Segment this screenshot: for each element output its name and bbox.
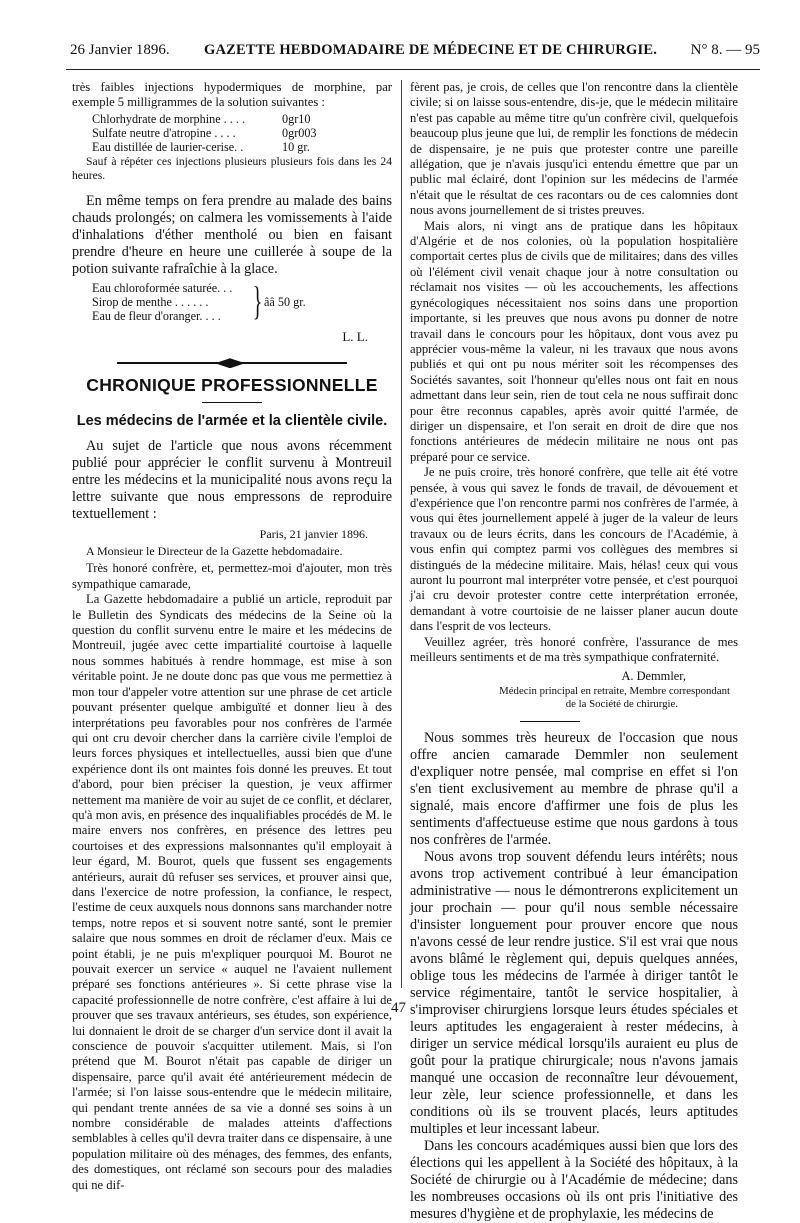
article-lead: Au sujet de l'article que nous avons récemment publié pour apprécier le conflit survenu à Montreuil entre les médecins et la municipalité nous avons reçu la lettre suivante que nous empressons de reproduire textuellement : (72, 437, 392, 522)
left-column (72, 80, 392, 1193)
signature-title: de la Société de chirurgie. (565, 697, 678, 710)
page-folio: 47 (391, 1000, 406, 1016)
header-journal-title: GAZETTE HEBDOMADAIRE DE MÉDECINE ET DE CHIRURGIE. (204, 42, 658, 58)
article-title: Les médecins de l'armée et la clientèle civile. (76, 412, 388, 429)
reply-paragraph: Dans les concours académiques aussi bien que lors des élections qui les appellent à la Société des hôpitaux, à la Société de chirurgie ou à l'Académie de médecine; dans les nombreuses occasions où ils ont pris l'initiative des mesures d'hygiène et de prophylaxie, les médecins de (410, 1137, 738, 1222)
rx-line: Eau distillée de laurier-cerise. . 10 gr. (92, 139, 310, 154)
rx-note: Sauf à répéter ces injections plusieurs plusieurs fois dans les 24 heures. (72, 154, 392, 182)
letter-continuation: fèrent pas, je crois, de celles que l'on rencontre dans la clientèle civile; si on laisse sous-entendre, dis-je, que le médecin militaire n'est pas capable au même titre qu'un confrère civil, quelquefois beaucoup plus jeune que lui, de remplir les fonctions de médecin de dispensaire, je ne puis que protester contre une pareille allégation, que je n'avais jusqu'ici entendu émettre que par un public mal éclairé, dont l'opinion sur les médecins de l'armée n'était que le résultat de ces racontars ou de ces calomnies dont nous avons journellement de si tristes preuves. (410, 80, 738, 218)
letter-signature: A. Demmler, (621, 669, 686, 684)
letter-date: Paris, 21 janvier 1896. (259, 526, 368, 541)
intro-paragraph: très faibles injections hypodermiques de morphine, par exemple 5 milligrammes de la solution suivantes : (72, 80, 392, 110)
header-issue-number: N° 8. — 95 (690, 42, 760, 58)
signature-title: Médecin principal en retraite, Membre correspondant (499, 684, 730, 697)
rx-line: Chlorhydrate de morphine . . . . 0gr10 (92, 111, 311, 126)
header-rule (66, 69, 760, 70)
author-initials: L. L. (342, 328, 368, 344)
section-title: CHRONIQUE PROFESSIONNELLE (86, 375, 378, 396)
letter-body: La Gazette hebdomadaire a publié un article, reproduit par le Bulletin des Syndicats des médecins de la Seine où la question du conflit survenu entre le maire et les médecins de Montreuil, jugée avec cette impartialité courtoise à laquelle nous sommes habitués à rendre hommage, est mise à son véritable point. Je ne doute donc pas que vous me permettiez à mon tour d'appeler votre attention sur une phrase de cet article pouvant présenter quelque ambiguïté et donner lieu à des interprétations peu favorables pour nos confrères de l'armée qui ont cru devoir chercher dans la carrière civile l'emploi de leurs forces physiques et intellectuelles, aussi bien que d'une expérience dont ils ont maintes fois donné les preuves. Et tout d'abord, pour bien préciser la question, je veux affirmer nettement ma manière de voir au sujet de ce conflit, et déclarer, qu'à mon avis, en présence des inqualifiables procédés de M. le maire envers nos confrères, en présence des lettres peu courtoises et des expressions malsonnantes qu'il employait à leur égard, M. Bourot, quels que fussent ses engagements antérieurs, aurait dû refuser ses services, et prouver ainsi que, dans l'exercice de notre profession, la confiance, le respect, l'estime de ceux auxquels nous donnons sans marchander notre temps, notre repos et si souvent notre santé, sont le premier salaire que nous sommes en droit de réclamer d'eux. Mais ce point établi, je ne puis m'expliquer pourquoi M. Bourot ne pouvait exercer un service « auquel ne l'avaient nullement préparé ses fonctions antérieures ». Si cette phrase vise la capacité professionnelle de notre confrère, c'est affaire à lui de prouver que ses travaux antérieurs, ses études, son expérience, lui donnaient le droit de se charger d'un service dont il avait la conscience de pouvoir s'acquitter utilement. Mais, si l'on prétend que M. Bourot n'était pas capable de diriger un dispensaire, parce qu'il avait été antérieurement médecin de l'armée; si l'on laisse sous-entendre que le médecin militaire, qui pendant trente années de sa vie a donné ses soins à un nombre considérable de malades atteints d'affections semblables à celles qu'il devra traiter dans ce dispensaire, à une population militaire où des ménages, des femmes, des enfants, des domestiques, ont réclamé son secours pour des maladies qui ne dif- (72, 592, 392, 1192)
prescription-list (72, 112, 392, 154)
header-date: 26 Janvier 1896. (70, 42, 170, 58)
treatment-paragraph: En même temps on fera prendre au malade des bains chauds prolongés; on calmera les vomissements à l'aide d'inhalations d'éther mentholé ou bien en faisant prendre d'heure en heure une cuillerée à soupe de la potion suivante rafraîchie à la glace. (72, 192, 392, 277)
reply-paragraph: Nous avons trop souvent défendu leurs intérêts; nous avons trop activement contribué à leur émancipation administrative — nous le démontrerons explicitement un jour prochain — pour qu'il nous semble nécessaire d'insister longuement pour prouver encore que nous n'avons cessé de leur rendre justice. S'il est vrai que nous avons blâmé le règlement qui, depuis quelques années, oblige tous les médecins de l'armée à diriger tantôt le service régimentaire, tantôt le service hospitalier, à s'improviser chirurgiens lorsque leurs études spéciales et leurs aptitudes les engageraient à rester médecins, à diriger un service médical lorsqu'ils auraient eu plus de goût pour la pratique chirurgicale; nous n'avons jamais manqué une occasion de reconnaître leur dévouement, leur zèle, leur science professionnelle, et dans les conditions où ils se trouvent placés, leurs aptitudes multiples et leur incessant labeur. (410, 848, 738, 1137)
potion-dose: ââ 50 gr. (264, 294, 306, 309)
right-column (410, 80, 738, 1223)
section-rule (202, 402, 262, 403)
letter-paragraph: Mais alors, ni vingt ans de pratique dans les hôpitaux d'Algérie et de nos colonies, où la population hospitalière comportait certes plus de civils que de militaires; dans des villes où l'élément civil venait chaque jour à notre consultation ou réclamait nos visites — où les accouchements, les affections gynécologiques nécessitaient nos soins dans une proportion importante, si les preuves que nous avons pu donner de notre travail dans le concours pour les hôpitaux, dont vous avez pu apprécier vous-même la valeur, ni les travaux que nous avons publiés et qui ont pu nous mériter soit les récompenses des Sociétés savantes, soit l'honneur qu'elles nous ont fait en nous admettant dans leur sein, rien de tout cela ne nous suffirait donc pour être reconnus capables, après avoir quitté l'armée, de diriger un dispensaire, et l'on serait en droit de dire que nos fonctions antérieures de médecin militaire ne nous ont pas préparé pour ce service. (410, 218, 738, 464)
potion-formula: Eau chloroformée saturée. . . Sirop de menthe . . . . . . Eau de fleur d'oranger. . . . } ââ 50 gr. (92, 277, 306, 323)
reply-paragraph: Nous sommes très heureux de l'occasion que nous offre ancien camarade Demmler non seulement d'expliquer notre pensée, mal comprise en effet si l'on s'en tient exclusivement au membre de phrase qu'il a signalé, mais encore d'affirmer une fois de plus les sentiments d'affectueuse estime que nous gardons à tous nos confrères de l'armée. (410, 729, 738, 848)
rx-line: Sulfate neutre d'atropine . . . . 0gr003 (92, 125, 317, 140)
letter-salutation: A Monsieur le Directeur de la Gazette hebdomadaire. (86, 544, 343, 559)
letter-paragraph: Je ne puis croire, très honoré confrère, que telle ait été votre pensée, à vous qui savez le fonds de travail, de dévouement et d'expérience que l'on rencontre parmi nos confrères de l'armée, à vous qui êtes journellement appelé à juger de la valeur de leurs travaux ou de leurs écrits, dans les concours de l'Académie, à vous enfin qui comptez parmi vos collègues des membres si distingués de la médecine militaire. Mais, hélas! ceux qui vous auront lu pourront mal interpréter votre pensée, et c'est pourquoi j'ai cru devoir protester contre cette interprétation erronée, demandant à votre courtoisie de ne laisser planer aucun doute dans l'esprit de vos lecteurs. (410, 465, 738, 634)
column-separator (401, 80, 402, 988)
letter-opening: Très honoré confrère, et, permettez-moi d'ajouter, mon très sympathique camarade, (72, 561, 392, 591)
running-header (62, 42, 760, 68)
letter-closing: Veuillez agréer, très honoré confrère, l'assurance de mes meilleurs sentiments et de ma très sympathique confraternité. (410, 634, 738, 665)
brace-glyph: } (252, 277, 263, 323)
ornamental-divider (117, 358, 347, 368)
reply-rule (520, 721, 580, 722)
